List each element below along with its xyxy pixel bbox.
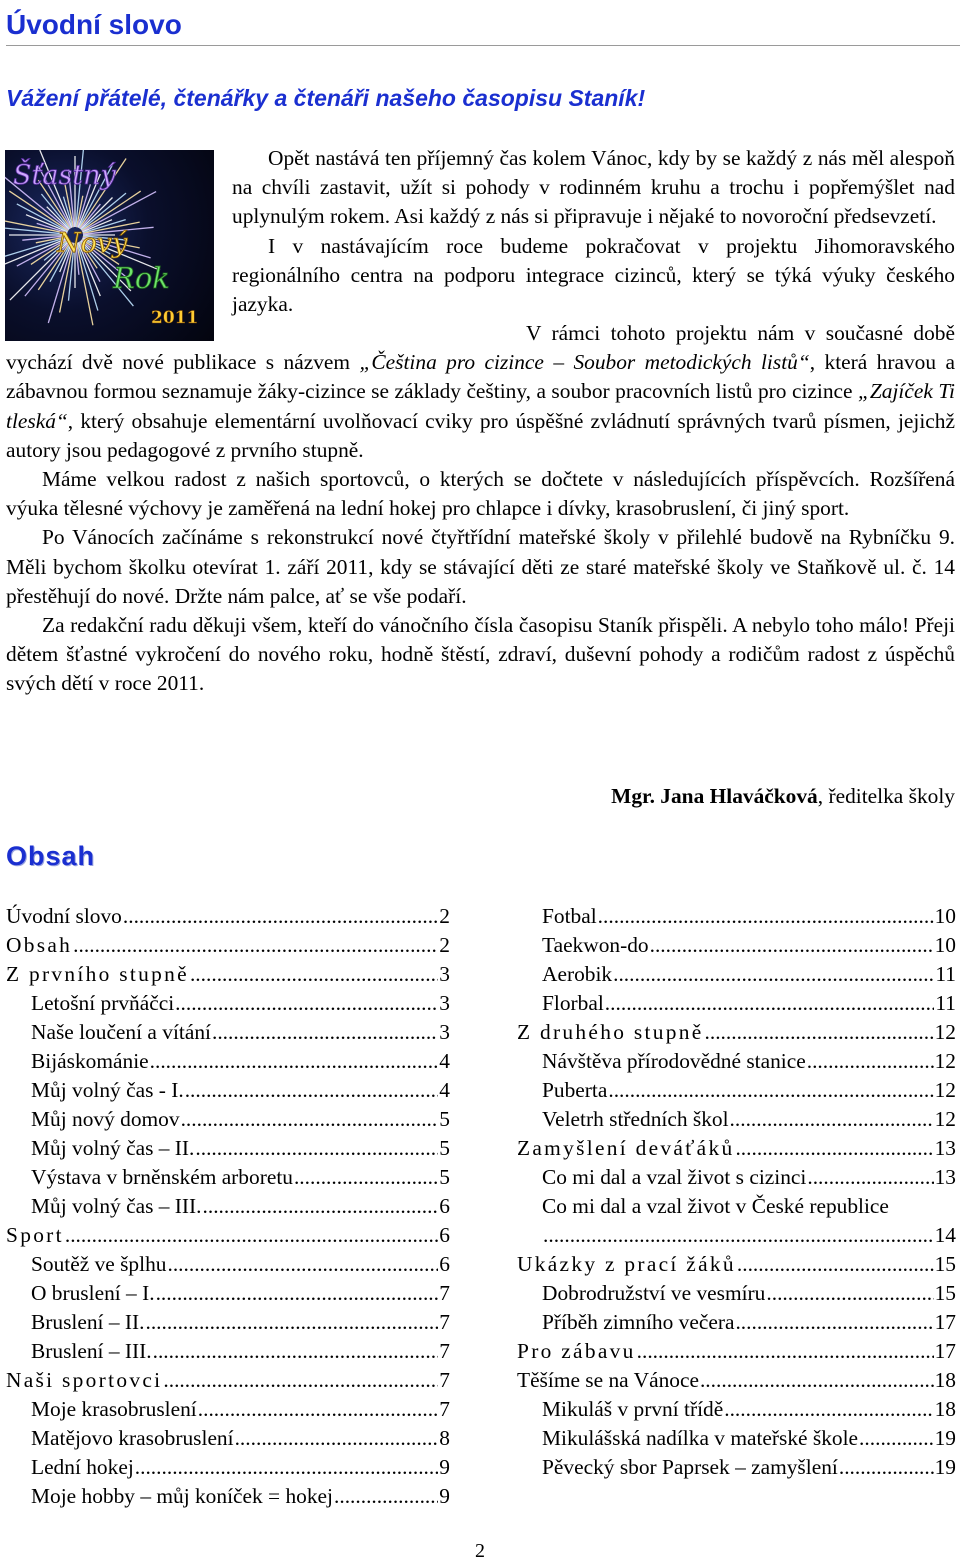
paragraph-2-continued	[6, 319, 955, 465]
toc-entry-title: Florbal	[542, 991, 604, 1015]
toc-entry-title: Taekwon-do	[542, 933, 649, 957]
card-caption-line2: Nový	[57, 228, 128, 259]
toc-entry-page: 19	[934, 1426, 956, 1450]
toc-entry-page: 7	[439, 1368, 450, 1392]
toc-entry[interactable]	[517, 1366, 956, 1395]
toc-entry-page: 9	[439, 1484, 450, 1508]
toc-entry[interactable]	[517, 1018, 956, 1047]
toc-entry-page: 8	[439, 1426, 450, 1450]
toc-entry[interactable]	[6, 1221, 450, 1250]
card-caption-line1: Šťastný	[13, 160, 116, 191]
toc-entry-page: 12	[934, 1107, 956, 1131]
toc-entry-title: Co mi dal a vzal život s cizinci	[542, 1165, 807, 1189]
toc-entry-title: Pro zábavu	[517, 1339, 636, 1363]
toc-entry-page: 2	[439, 933, 450, 957]
toc-entry-title: Soutěž ve šplhu	[31, 1252, 167, 1276]
contents-title: Obsah	[6, 841, 96, 871]
toc-dot-leader	[167, 1250, 438, 1279]
toc-entry-title: Můj volný čas - I.	[31, 1078, 184, 1102]
toc-entry-page: 3	[439, 962, 450, 986]
toc-entry[interactable]	[517, 1105, 956, 1134]
toc-entry-page: 19	[934, 1455, 956, 1479]
toc-entry[interactable]	[517, 1134, 956, 1163]
paragraph-1: Opět nastává ten příjemný čas kolem Vánoc, kdy by se každý z nás měl alespoň na chvíli zastavit, užít si pohody v rodinném kruhu a trochu i popřemýšlet nad uplynulým rokem. Asi každý z nás si připravuje i nějaké to novoroční předsevzetí.	[232, 146, 955, 229]
toc-entry[interactable]	[517, 1250, 956, 1279]
toc-entry[interactable]	[6, 1047, 450, 1076]
toc-entry-page: 6	[439, 1252, 450, 1276]
toc-entry[interactable]	[6, 902, 450, 931]
toc-entry-page: 13	[934, 1165, 956, 1189]
publication-title-2: „Zajíček Ti tleská“	[6, 379, 955, 433]
toc-dot-leader	[807, 1163, 933, 1192]
toc-dot-leader	[212, 1018, 438, 1047]
toc-dot-leader	[334, 1482, 438, 1511]
toc-entry[interactable]	[6, 931, 450, 960]
toc-entry[interactable]	[517, 960, 956, 989]
toc-dot-leader	[185, 1076, 439, 1105]
toc-entry-page: 5	[439, 1107, 450, 1131]
toc-entry-page: 4	[439, 1078, 450, 1102]
toc-entry[interactable]	[6, 1279, 450, 1308]
toc-entry[interactable]	[517, 1192, 956, 1221]
toc-entry-title: Co mi dal a vzal život v České republice	[542, 1194, 889, 1218]
toc-entry-title: Aerobik	[542, 962, 613, 986]
paragraph-2-text-a: V rámci tohoto projektu nám v současné době vychází dvě nové publikace s názvem	[6, 321, 955, 375]
toc-entry[interactable]	[6, 989, 450, 1018]
toc-entry-page: 12	[934, 1078, 956, 1102]
toc-entry-page: 11	[935, 991, 956, 1015]
paragraph-2-text-c: , který obsahuje elementární uvolňovací cviky pro úspěšné zvládnutí správných tvarů písmen, jejichž autory jsou pedagogové z prvního stupně.	[6, 408, 955, 462]
toc-dot-leader	[145, 1308, 438, 1337]
paragraph-4: Po Vánocích začínáme s rekonstrukcí nové čtyřtřídní mateřské školy v přilehlé budově na Rybníčku 9. Měli bychom školku otevírat 1. září 2011, kdy se stávající děti ze staré mateřské školy ve Staňkově ul. č. 14 přestěhují do nové. Držte nám palce, ať se vše podaří.	[6, 525, 955, 608]
toc-entry-page: 3	[439, 1020, 450, 1044]
toc-entry-page: 14	[934, 1223, 956, 1247]
toc-left-column	[6, 902, 450, 1511]
greeting-heading: Vážení přátelé, čtenářky a čtenáři našeho časopisu Staník!	[6, 85, 646, 111]
firework-ray	[82, 192, 156, 232]
toc-dot-leader	[724, 1395, 933, 1424]
toc-dot-leader	[163, 1366, 438, 1395]
toc-entry[interactable]	[517, 1337, 956, 1366]
toc-dot-leader	[181, 1105, 439, 1134]
signature-name: Mgr. Jana Hlaváčková	[611, 784, 818, 808]
toc-dot-leader	[700, 1366, 934, 1395]
toc-entry[interactable]	[517, 1047, 956, 1076]
publication-title-1: „Čeština pro cizince – Soubor metodických listů“	[359, 350, 810, 375]
toc-entry[interactable]	[517, 1308, 956, 1337]
toc-entry-title: O bruslení – I.	[31, 1281, 155, 1305]
toc-entry-page: 3	[439, 991, 450, 1015]
toc-entry-title: Bruslení – II.	[31, 1310, 145, 1334]
toc-entry-title: Výstava v brněnském arboretu	[31, 1165, 293, 1189]
toc-entry[interactable]	[6, 1192, 450, 1221]
toc-entry-page: 7	[439, 1397, 450, 1421]
toc-dot-leader	[235, 1424, 439, 1453]
toc-dot-leader	[859, 1424, 934, 1453]
toc-entry-title: Lední hokej	[31, 1455, 134, 1479]
toc-entry[interactable]	[6, 1308, 450, 1337]
toc-entry-title: Bijáskománie	[31, 1049, 149, 1073]
toc-dot-leader	[73, 931, 438, 960]
paragraph-3: Máme velkou radost z našich sportovců, o kterých se dočtete v následujících příspěvcích. Rozšířená výuka tělesné výchovy je zaměřená na lední hokej pro chlapce i dívky, krasobruslení, či jiný sport.	[6, 467, 955, 521]
toc-entry-page: 6	[439, 1223, 450, 1247]
toc-dot-leader	[123, 902, 438, 931]
toc-dot-leader	[150, 1047, 439, 1076]
toc-dot-leader	[839, 1453, 934, 1482]
toc-entry-page: 6	[439, 1194, 450, 1218]
toc-entry[interactable]	[517, 1163, 956, 1192]
toc-entry-page: 5	[439, 1165, 450, 1189]
toc-entry-title: Můj volný čas – III.	[31, 1194, 202, 1218]
toc-entry-title: Naše loučení a vítání	[31, 1020, 211, 1044]
toc-entry-title: Bruslení – III.	[31, 1339, 152, 1363]
toc-entry-title: Z druhého stupně	[517, 1020, 704, 1044]
toc-entry[interactable]	[6, 1424, 450, 1453]
toc-dot-leader	[637, 1337, 934, 1366]
toc-dot-leader	[608, 1076, 933, 1105]
toc-entry-page: 9	[439, 1455, 450, 1479]
toc-entry-page: 18	[934, 1397, 956, 1421]
toc-dot-leader	[195, 1134, 438, 1163]
toc-dot-leader	[705, 1018, 934, 1047]
card-year: 2011	[151, 308, 199, 328]
toc-dot-leader	[294, 1163, 438, 1192]
toc-entry-title: Obsah	[6, 933, 73, 957]
section-title: Úvodní slovo	[6, 8, 960, 46]
signature	[611, 782, 955, 811]
toc-entry[interactable]	[517, 1279, 956, 1308]
page-number: 2	[475, 1540, 485, 1562]
toc-entry[interactable]	[6, 1105, 450, 1134]
toc-entry-page: 17	[934, 1310, 956, 1334]
toc-dot-leader	[807, 1047, 934, 1076]
toc-entry-title: Mikuláš v první třídě	[542, 1397, 724, 1421]
toc-entry[interactable]	[517, 1453, 956, 1482]
new-year-fireworks-image	[5, 150, 214, 341]
toc-entry[interactable]	[6, 1366, 450, 1395]
toc-entry-title: Veletrh středních škol	[542, 1107, 729, 1131]
toc-entry-title: Můj volný čas – II.	[31, 1136, 195, 1160]
toc-entry-title: Moje krasobruslení	[31, 1397, 197, 1421]
toc-dot-leader	[605, 989, 935, 1018]
toc-entry[interactable]	[6, 960, 450, 989]
toc-entry-page: 15	[934, 1252, 956, 1276]
toc-dot-leader	[543, 1221, 934, 1250]
toc-entry-page: 4	[439, 1049, 450, 1073]
toc-dot-leader	[135, 1453, 439, 1482]
body-text	[6, 319, 955, 699]
toc-dot-leader	[598, 902, 934, 931]
toc-entry-title: Ukázky z prací žáků	[517, 1252, 736, 1276]
toc-dot-leader	[735, 1134, 933, 1163]
signature-role: , ředitelka školy	[817, 784, 955, 808]
toc-entry-page: 12	[934, 1020, 956, 1044]
toc-entry-title: Fotbal	[542, 904, 597, 928]
toc-entry-title: Úvodní slovo	[6, 904, 122, 928]
toc-entry-page: 12	[934, 1049, 956, 1073]
toc-entry-page: 10	[934, 904, 956, 928]
toc-dot-leader	[650, 931, 934, 960]
toc-entry[interactable]	[517, 1076, 956, 1105]
toc-entry-page: 17	[934, 1339, 956, 1363]
toc-dot-leader	[766, 1279, 933, 1308]
toc-entry[interactable]	[517, 1221, 956, 1250]
toc-entry-title: Pěvecký sbor Paprsek – zamyšlení	[542, 1455, 838, 1479]
toc-entry-title: Sport	[6, 1223, 64, 1247]
toc-entry-page: 10	[934, 933, 956, 957]
toc-entry-page: 5	[439, 1136, 450, 1160]
toc-dot-leader	[175, 989, 438, 1018]
toc-dot-leader	[203, 1192, 439, 1221]
toc-entry[interactable]	[517, 931, 956, 960]
toc-dot-leader	[735, 1308, 933, 1337]
toc-entry[interactable]	[6, 1134, 450, 1163]
toc-entry[interactable]	[517, 1424, 956, 1453]
toc-entry[interactable]	[6, 1018, 450, 1047]
fireworks-icon	[5, 150, 214, 341]
toc-entry-title: Zamyšlení deváťáků	[517, 1136, 735, 1160]
toc-entry-page: 7	[439, 1310, 450, 1334]
toc-entry-page: 2	[439, 904, 450, 928]
toc-dot-leader	[737, 1250, 934, 1279]
toc-dot-leader	[730, 1105, 934, 1134]
toc-entry[interactable]	[6, 1163, 450, 1192]
toc-entry[interactable]	[6, 1482, 450, 1511]
toc-entry-title: Dobrodružství ve vesmíru	[542, 1281, 766, 1305]
toc-entry-page: 18	[934, 1368, 956, 1392]
toc-entry[interactable]	[517, 989, 956, 1018]
toc-entry-page: 7	[439, 1339, 450, 1363]
paragraph-2-start: I v nastávajícím roce budeme pokračovat v projektu Jihomoravského regionálního centra na podporu integrace cizinců, který se týká výuky českého jazyka.	[232, 233, 955, 317]
toc-dot-leader	[198, 1395, 439, 1424]
toc-entry-title: Naši sportovci	[6, 1368, 163, 1392]
toc-entry-page: 15	[934, 1281, 956, 1305]
toc-entry[interactable]	[6, 1076, 450, 1105]
toc-entry[interactable]	[6, 1250, 450, 1279]
toc-right-column	[517, 902, 956, 1482]
toc-entry[interactable]	[6, 1395, 450, 1424]
toc-entry-title: Moje hobby – můj koníček = hokej	[31, 1484, 333, 1508]
toc-entry[interactable]	[517, 902, 956, 931]
toc-dot-leader	[156, 1279, 439, 1308]
paragraph-2-text-b: , která hravou a zábavnou formou seznamuje žáky-cizince se základy češtiny, a soubor pracovních listů pro cizince	[6, 350, 955, 404]
toc-entry-title: Matějovo krasobruslení	[31, 1426, 234, 1450]
toc-entry-title: Letošní prvňáčci	[31, 991, 175, 1015]
toc-entry-title: Z prvního stupně	[6, 962, 189, 986]
intro-wrapped-text	[232, 144, 955, 319]
toc-entry[interactable]	[517, 1395, 956, 1424]
toc-dot-leader	[190, 960, 438, 989]
toc-entry-title: Můj nový domov	[31, 1107, 180, 1131]
toc-dot-leader	[613, 960, 934, 989]
toc-entry-title: Těšíme se na Vánoce	[517, 1368, 699, 1392]
toc-dot-leader	[65, 1221, 438, 1250]
toc-entry-title: Návštěva přírodovědné stanice	[542, 1049, 806, 1073]
toc-dot-leader	[153, 1337, 439, 1366]
toc-entry-title: Mikulášská nadílka v mateřské škole	[542, 1426, 859, 1450]
toc-entry[interactable]	[6, 1453, 450, 1482]
toc-entry-title: Příběh zimního večera	[542, 1310, 735, 1334]
card-caption-line3: Rok	[113, 261, 170, 295]
paragraph-5: Za redakční radu děkuji všem, kteří do vánočního čísla časopisu Staník přispěli. A nebylo toho málo! Přeji dětem šťastné vykročení do nového roku, hodně štěstí, zdraví, duševní pohody a rodičům radost z úspěchů svých dětí v roce 2011.	[6, 613, 955, 696]
toc-entry-page: 13	[934, 1136, 956, 1160]
toc-entry[interactable]	[6, 1337, 450, 1366]
toc-entry-title: Puberta	[542, 1078, 608, 1102]
toc-entry-page: 7	[439, 1281, 450, 1305]
toc-entry-page: 11	[935, 962, 956, 986]
